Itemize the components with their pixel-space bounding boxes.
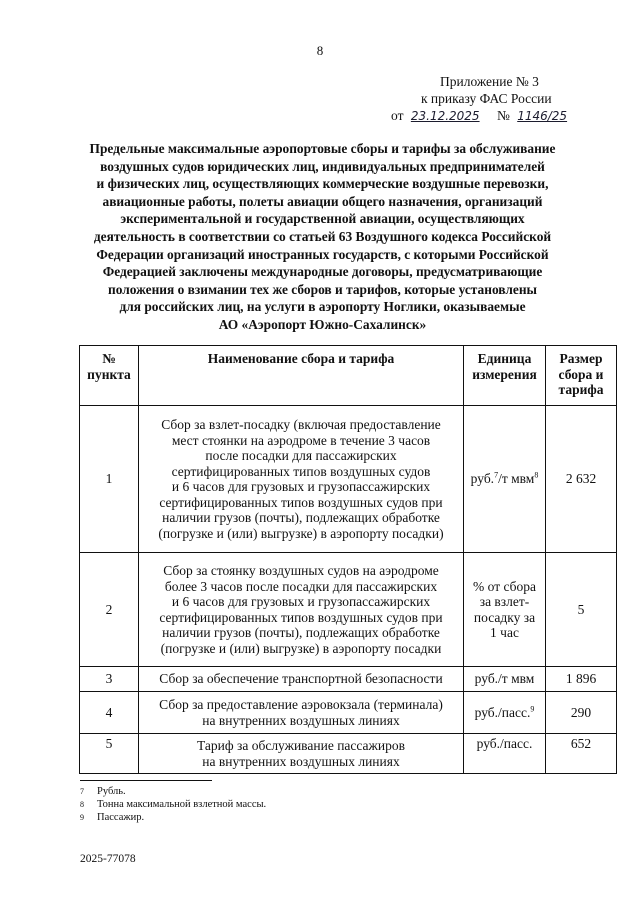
row-unit: руб./пасс. <box>464 734 546 774</box>
header-name: Наименование сбора и тарифа <box>139 346 464 406</box>
title-line: Федерацией заключены международные договоры, предусматривающие <box>102 264 543 280</box>
document-title <box>80 140 565 334</box>
order-number: 1146/25 <box>517 109 568 123</box>
row-name: Сбор за предоставление аэровокзала (терминала) на внутренних воздушных линиях <box>139 692 464 734</box>
title-line: Предельные максимальные аэропортовые сборы и тарифы за обслуживание <box>89 141 556 156</box>
order-date: 23.12.2025 <box>410 109 480 123</box>
order-date-number <box>391 107 600 125</box>
row-number: 4 <box>80 692 139 734</box>
title-line: и физических лиц, осуществляющих коммерческие воздушные перевозки, <box>96 176 549 192</box>
row-number: 1 <box>80 406 139 553</box>
title-line: АО «Аэропорт Южно-Сахалинск» <box>218 316 427 332</box>
title-line: Федерации организаций иностранных государств, с которыми Российской <box>96 246 549 262</box>
title-line: для российских лиц, на услуги в аэропорту Ноглики, оказываемые <box>119 299 526 315</box>
table-row <box>80 734 617 774</box>
row-unit: % от сбора за взлет- посадку за 1 час <box>464 553 546 667</box>
row-value: 1 896 <box>546 667 617 692</box>
row-number: 5 <box>80 734 139 774</box>
row-name: Сбор за взлет-посадку (включая предоставление мест стоянки на аэродроме в течение 3 часов после посадки для пассажирских сертифицированных типов воздушных судов и 6 часов для грузовых и грузопассажирских сертифицированных типов воздушных судов при наличии грузов (почты), подлежащих обработке (погрузке и (или) выгрузке) в аэропорту посадки) <box>139 406 464 553</box>
appendix-header <box>391 73 600 125</box>
table-row <box>80 553 617 667</box>
table-row <box>80 692 617 734</box>
footnote: 9 Пассажир. <box>80 812 145 823</box>
title-line: положения о взимании тех же сборов и тарифов, которые установлены <box>107 281 537 297</box>
header-size: Размер сбора и тарифа <box>546 346 617 406</box>
row-number: 2 <box>80 553 139 667</box>
title-line: воздушных судов юридических лиц, индивидуальных предпринимателей <box>100 158 545 174</box>
footnote-divider <box>80 780 212 781</box>
row-name: Сбор за стоянку воздушных судов на аэродроме более 3 часов после посадки для пассажирских и 6 часов для грузовых и грузопассажирских сертифицированных типов воздушных судов при наличии грузов (почты), подлежащих обработке (погрузке и (или) выгрузке) в аэропорту посадки <box>139 553 464 667</box>
page-number: 8 <box>316 43 324 58</box>
title-line: экспериментальной и государственной авиации, осуществляющих <box>120 211 525 227</box>
number-label: № <box>496 108 510 123</box>
document-code: 2025-77078 <box>80 853 136 865</box>
tariffs-table <box>79 345 617 774</box>
header-item-number: № пункта <box>80 346 139 406</box>
appendix-line: Приложение № 3 <box>440 74 539 89</box>
header-unit: Единица измерения <box>464 346 546 406</box>
row-unit: руб.$^7$/т мвм$^8$ <box>464 406 546 553</box>
footnote: 8 Тонна максимальной взлетной массы. <box>80 799 267 810</box>
title-line: деятельность в соответствии со статьей 63 Воздушного кодекса Российской <box>93 228 552 244</box>
row-unit: руб./т мвм <box>464 667 546 692</box>
table-row <box>80 667 617 692</box>
row-number: 3 <box>80 667 139 692</box>
footnotes <box>80 785 266 824</box>
from-label: от <box>391 108 404 123</box>
row-unit: руб./пасс.$^9$ <box>464 692 546 734</box>
row-name: Сбор за обеспечение транспортной безопасности <box>139 667 464 692</box>
table-header-row <box>80 346 617 406</box>
row-value: 290 <box>546 692 617 734</box>
order-reference: к приказу ФАС России <box>421 91 552 106</box>
row-value: 2 632 <box>546 406 617 553</box>
row-value: 5 <box>546 553 617 667</box>
row-value: 652 <box>546 734 617 774</box>
footnote: 7 Рубль. <box>80 786 126 797</box>
title-line: авиационные работы, полеты авиации общего назначения, организаций <box>102 193 543 209</box>
table-row <box>80 406 617 553</box>
row-name: Тариф за обслуживание пассажиров на внутренних воздушных линиях <box>139 734 464 774</box>
